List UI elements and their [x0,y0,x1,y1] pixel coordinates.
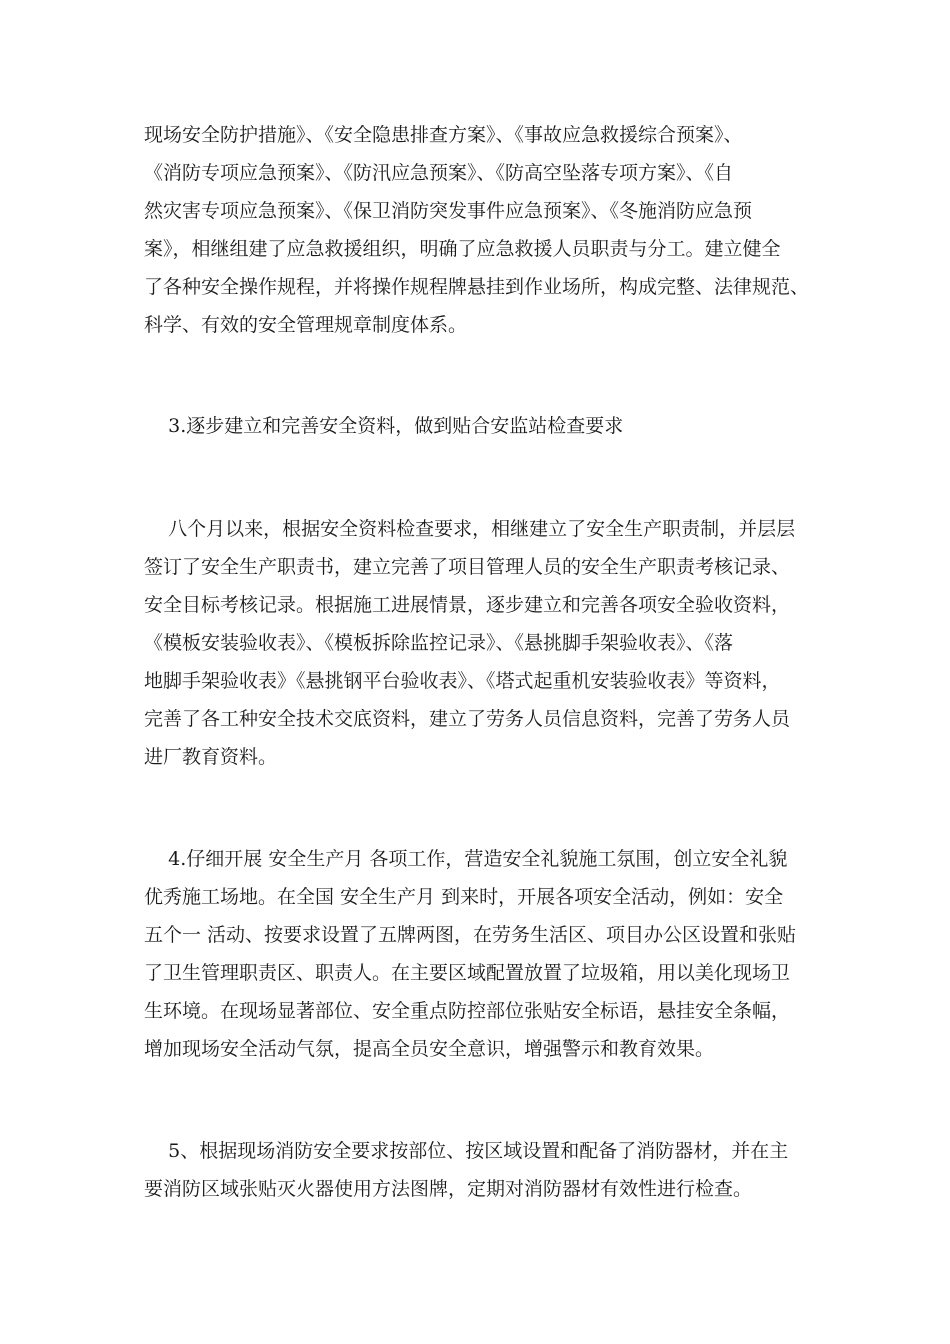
text-line: 现场安全防护措施》、《安全隐患排查方案》、《事故应急救援综合预案》、 [144,124,743,146]
text-line: 了卫生管理职责区、职责人。在主要区域配置放置了垃圾箱，用以美化现场卫 [144,962,791,984]
text-line: 生环境。在现场显著部位、安全重点防控部位张贴安全标语，悬挂安全条幅， [144,1000,791,1022]
text-line: 了各种安全操作规程，并将操作规程牌悬挂到作业场所，构成完整、法律规范、 [144,276,810,298]
text-line: 科学、有效的安全管理规章制度体系。 [144,314,468,336]
text-line: 《消防专项应急预案》、《防汛应急预案》、《防高空坠落专项方案》、《自 [144,162,734,184]
text-line: 进厂教育资料。 [144,746,278,768]
text-line: 完善了各工种安全技术交底资料，建立了劳务人员信息资料，完善了劳务人员 [144,708,791,730]
text-line: 《模板安装验收表》、《模板拆除监控记录》、《悬挑脚手架验收表》、《落 [144,632,734,654]
text-line: 五个一 活动、按要求设置了五牌两图，在劳务生活区、项目办公区设置和张贴 [144,924,797,946]
text-line: 优秀施工场地。在全国 安全生产月 到来时，开展各项安全活动，例如：安全 [144,886,784,908]
text-line: 地脚手架验收表》《悬挑钢平台验收表》、《塔式起重机安装验收表》等资料， [144,670,781,692]
text-line: 4.仔细开展 安全生产月 各项工作，营造安全礼貌施工氛围，创立安全礼貌 [144,848,788,870]
text-line: 增加现场安全活动气氛，提高全员安全意识，增强警示和教育效果。 [144,1038,715,1060]
text-line: 然灾害专项应急预案》、《保卫消防突发事件应急预案》、《冬施消防应急预 [144,200,753,222]
section-heading: 3.逐步建立和完善安全资料，做到贴合安监站检查要求 [144,415,624,437]
text-line: 安全目标考核记录。根据施工进展情景，逐步建立和完善各项安全验收资料， [144,594,791,616]
text-line: 八个月以来，根据安全资料检查要求，相继建立了安全生产职责制，并层层 [144,518,796,540]
text-line: 案》，相继组建了应急救援组织，明确了应急救援人员职责与分工。建立健全 [144,238,781,260]
text-line: 5、根据现场消防安全要求按部位、按区域设置和配备了消防器材，并在主 [144,1140,789,1162]
text-line: 要消防区域张贴灭火器使用方法图牌，定期对消防器材有效性进行检查。 [144,1178,753,1200]
text-line: 签订了安全生产职责书，建立完善了项目管理人员的安全生产职责考核记录、 [144,556,791,578]
